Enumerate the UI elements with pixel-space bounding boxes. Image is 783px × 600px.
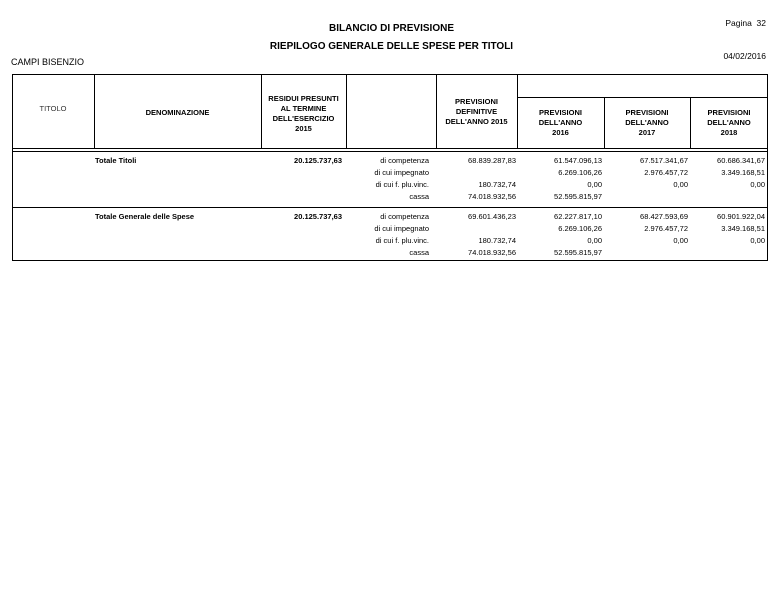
value-2017: 0,00	[673, 236, 688, 245]
value-2016: 61.547.096,13	[554, 156, 602, 165]
value-2017: 2.976.457,72	[644, 168, 688, 177]
col-header-2018	[690, 108, 768, 138]
value-2018: 60.901.922,04	[717, 212, 765, 221]
divider	[12, 207, 768, 208]
value-2016: 62.227.817,10	[554, 212, 602, 221]
value-2017: 0,00	[673, 180, 688, 189]
value-2016: 0,00	[587, 236, 602, 245]
col-header-line: PREVISIONI	[707, 108, 751, 117]
section-name: Totale Titoli	[95, 156, 137, 165]
col-header-line: 2017	[638, 128, 656, 137]
row-label: di cui f. plu.vinc.	[375, 180, 429, 189]
divider	[517, 97, 768, 98]
report-title: BILANCIO DI PREVISIONE	[328, 23, 454, 34]
col-header-line: DEFINITIVE	[455, 107, 498, 116]
value-2017: 2.976.457,72	[644, 224, 688, 233]
col-header-line: PREVISIONI	[455, 97, 498, 106]
col-header-2016	[517, 108, 604, 138]
col-header-titolo: TITOLO	[39, 104, 67, 113]
value-def2015: 74.018.932,56	[468, 248, 516, 257]
value-2018: 3.349.168,51	[721, 168, 765, 177]
col-header-line: 2015	[295, 124, 312, 133]
value-def2015: 69.601.436,23	[468, 212, 516, 221]
value-2017: 67.517.341,67	[640, 156, 688, 165]
residui-value: 20.125.737,63	[294, 212, 342, 221]
row-label: cassa	[409, 192, 429, 201]
col-header-line: DELL'ANNO	[538, 118, 583, 127]
value-2016: 52.595.815,97	[554, 248, 602, 257]
value-2018: 3.349.168,51	[721, 224, 765, 233]
col-header-line: DELL'ESERCIZIO	[272, 114, 335, 123]
col-header-2017	[604, 108, 690, 138]
report-subtitle: RIEPILOGO GENERALE DELLE SPESE PER TITOLI	[269, 41, 514, 52]
value-def2015: 180.732,74	[478, 236, 516, 245]
value-2018: 0,00	[750, 236, 765, 245]
value-2017: 68.427.593,69	[640, 212, 688, 221]
row-label: di cui impegnato	[374, 168, 429, 177]
report-date: 04/02/2016	[723, 51, 766, 61]
col-header-line: AL TERMINE	[280, 104, 327, 113]
value-2018: 60.686.341,67	[717, 156, 765, 165]
col-header-line: 2018	[720, 128, 738, 137]
value-2016: 6.269.106,26	[558, 224, 602, 233]
col-header-denominazione: DENOMINAZIONE	[145, 108, 210, 117]
divider	[346, 74, 347, 148]
row-label: di cui impegnato	[374, 224, 429, 233]
page-indicator	[725, 18, 766, 28]
col-header-residui	[261, 94, 346, 134]
value-2016: 52.595.815,97	[554, 192, 602, 201]
value-def2015: 180.732,74	[478, 180, 516, 189]
col-header-line: PREVISIONI	[625, 108, 669, 117]
col-header-line: DELL'ANNO	[707, 118, 751, 127]
value-def2015: 74.018.932,56	[468, 192, 516, 201]
ente-name: CAMPI BISENZIO	[11, 57, 85, 67]
col-header-line: DELL'ANNO 2015	[445, 117, 508, 126]
value-def2015: 68.839.287,83	[468, 156, 516, 165]
value-2016: 0,00	[587, 180, 602, 189]
residui-value: 20.125.737,63	[294, 156, 342, 165]
section-name: Totale Generale delle Spese	[95, 212, 195, 221]
page-label: Pagina	[725, 18, 752, 28]
row-label: di competenza	[380, 156, 429, 165]
page-number: 32	[756, 18, 766, 28]
divider	[12, 148, 768, 149]
row-label: cassa	[409, 248, 429, 257]
col-header-line: 2016	[552, 128, 569, 137]
value-2016: 6.269.106,26	[558, 168, 602, 177]
value-2018: 0,00	[750, 180, 765, 189]
divider	[12, 151, 768, 152]
col-header-prev-def	[436, 97, 517, 127]
col-header-line: DELL'ANNO	[625, 118, 669, 127]
row-label: di competenza	[380, 212, 429, 221]
col-header-line: PREVISIONI	[539, 108, 582, 117]
col-header-line: RESIDUI PRESUNTI	[268, 94, 339, 103]
row-label: di cui f. plu.vinc.	[375, 236, 429, 245]
